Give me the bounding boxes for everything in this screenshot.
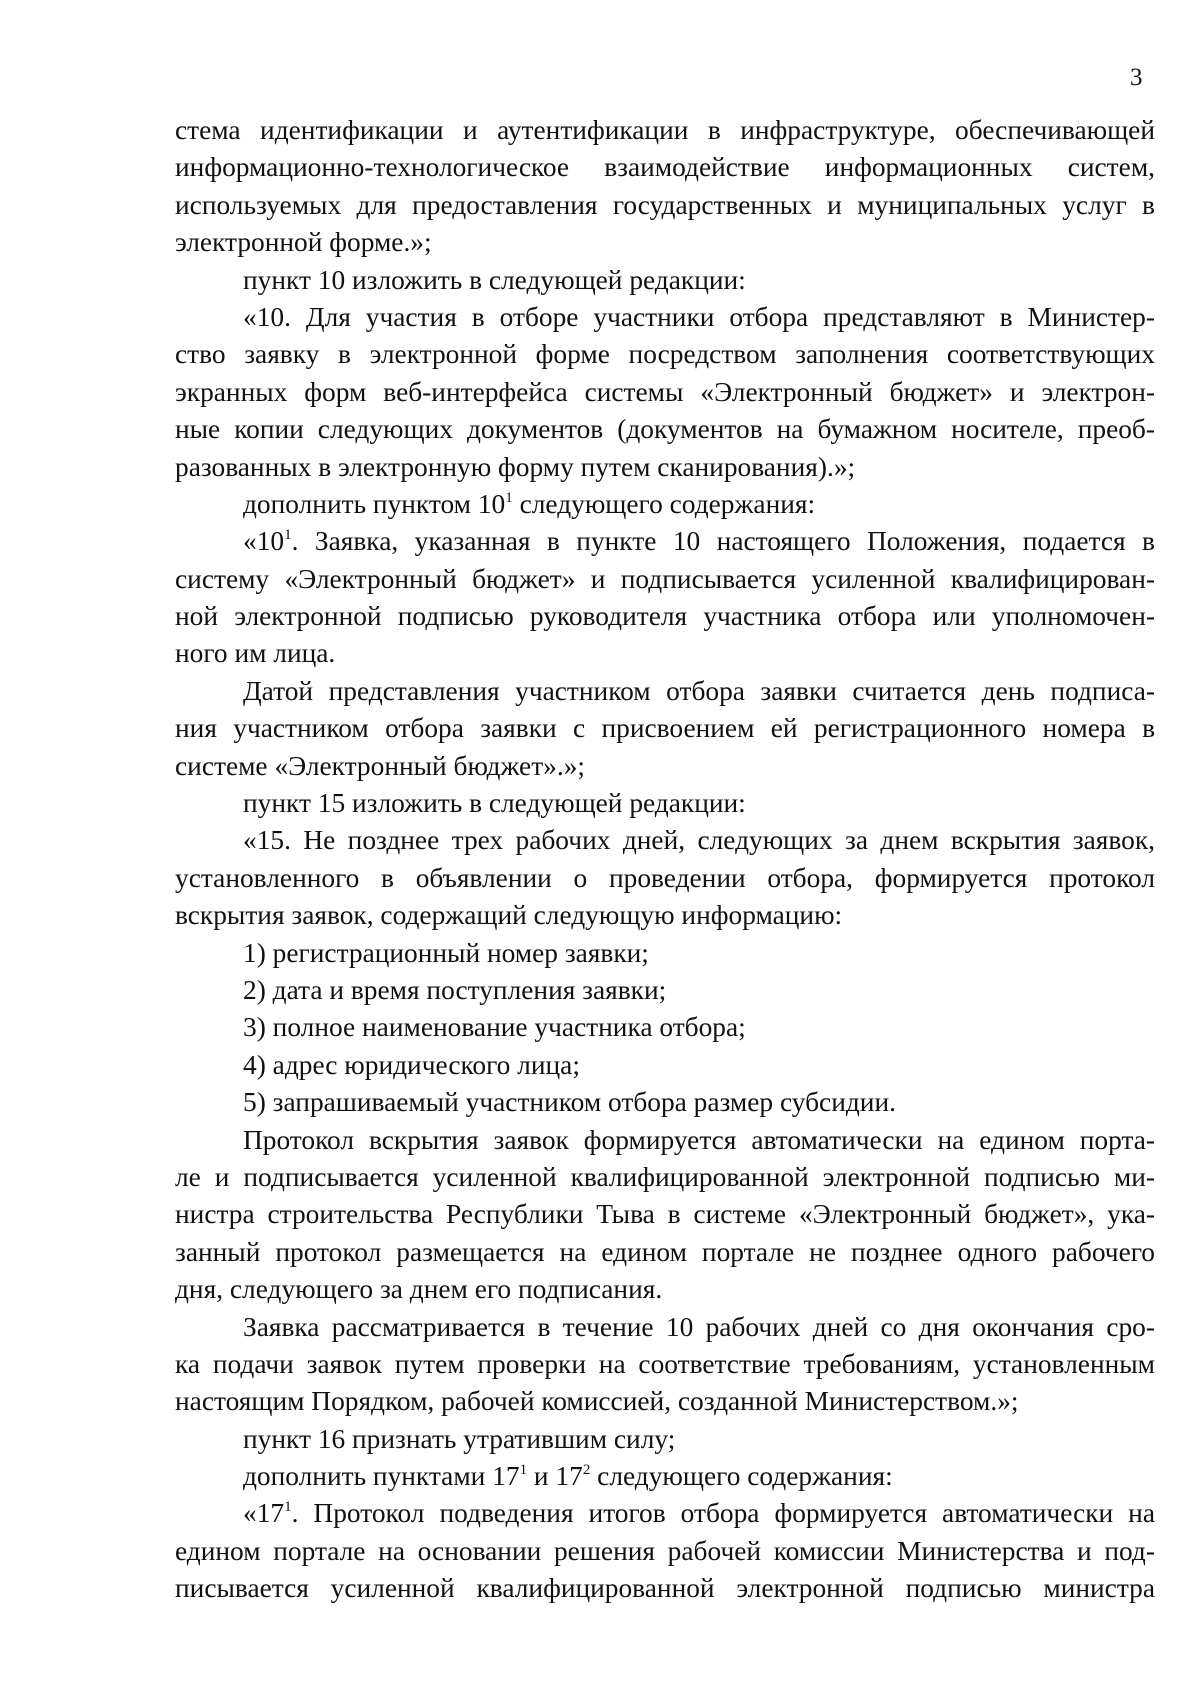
text-line: «15. Не позднее трех рабочих дней, следующих за днем вскрытия заявок, <box>243 825 1155 856</box>
text-line: используемых для предоставления государственных и муниципальных услуг в <box>175 189 1155 220</box>
list-item: 3) полное наименование участника отбора; <box>243 1012 746 1043</box>
text-line: Заявка рассматривается в течение 10 рабочих дней со дня окончания сро- <box>243 1311 1155 1342</box>
page-number: 3 <box>1130 64 1143 91</box>
text-line: занный протокол размещается на едином портале не позднее одного рабочего <box>175 1236 1155 1267</box>
text-line: систему «Электронный бюджет» и подписывается усиленной квалифицирован- <box>175 563 1155 594</box>
text-line: настоящим Порядком, рабочей комиссией, созданной Министерством.»; <box>175 1386 1019 1417</box>
text-line: дополнить пунктом $10^1$ следующего содержания: <box>243 488 816 519</box>
text-line: разованных в электронную форму путем сканирования).»; <box>175 451 856 482</box>
text-line: ного им лица. <box>175 638 336 669</box>
text-line: пункт 10 изложить в следующей редакции: <box>243 264 746 295</box>
text-line: ния участником отбора заявки с присвоением ей регистрационного номера в <box>175 713 1155 744</box>
list-item: 4) адрес юридического лица; <box>243 1049 580 1080</box>
text-line: Протокол вскрытия заявок формируется автоматически на едином порта- <box>243 1124 1155 1155</box>
text-line: ной электронной подписью руководителя участника отбора или уполномочен- <box>175 601 1155 632</box>
text-line: вскрытия заявок, содержащий следующую информацию: <box>175 900 843 931</box>
text-line: дня, следующего за днем его подписания. <box>175 1274 663 1305</box>
text-line: нистра строительства Республики Тыва в системе «Электронный бюджет», ука- <box>175 1199 1155 1230</box>
text-line: дополнить пунктами $17^1$ и $17^2$ следующего содержания: <box>243 1461 893 1492</box>
text-line: информационно-технологическое взаимодействие информационных систем, <box>175 152 1155 183</box>
text-line: ные копии следующих документов (документов на бумажном носителе, преоб- <box>175 414 1155 445</box>
document-body <box>175 112 1155 1608</box>
text-line: электронной форме.»; <box>175 227 432 258</box>
text-line: «$17^1$. Протокол подведения итогов отбора формируется автоматически на <box>243 1498 1155 1529</box>
text-line: экранных форм веб-интерфейса системы «Электронный бюджет» и электрон- <box>175 376 1155 407</box>
text-line: «$10^1$. Заявка, указанная в пункте 10 настоящего Положения, подается в <box>243 526 1155 557</box>
text-line: пункт 16 признать утратившим силу; <box>243 1423 676 1454</box>
text-line: установленного в объявлении о проведении отбора, формируется протокол <box>175 862 1155 893</box>
list-item: 1) регистрационный номер заявки; <box>243 937 649 968</box>
text-line: ка подачи заявок путем проверки на соответствие требованиям, установленным <box>175 1348 1155 1379</box>
list-item: 2) дата и время поступления заявки; <box>243 974 667 1005</box>
text-line: ле и подписывается усиленной квалифицированной электронной подписью ми- <box>175 1161 1155 1192</box>
text-line: ство заявку в электронной форме посредством заполнения соответствующих <box>175 339 1155 370</box>
text-line: писывается усиленной квалифицированной электронной подписью министра <box>175 1573 1155 1604</box>
text-line: Датой представления участником отбора заявки считается день подписа- <box>243 675 1155 706</box>
text-line: системе «Электронный бюджет».»; <box>175 750 586 781</box>
text-line: едином портале на основании решения рабочей комиссии Министерства и под- <box>175 1535 1155 1566</box>
text-line: пункт 15 изложить в следующей редакции: <box>243 788 746 819</box>
text-line: «10. Для участия в отборе участники отбора представляют в Министер- <box>243 301 1155 332</box>
text-line: стема идентификации и аутентификации в инфраструктуре, обеспечивающей <box>175 115 1155 145</box>
list-item: 5) запрашиваемый участником отбора размер субсидии. <box>243 1087 896 1118</box>
